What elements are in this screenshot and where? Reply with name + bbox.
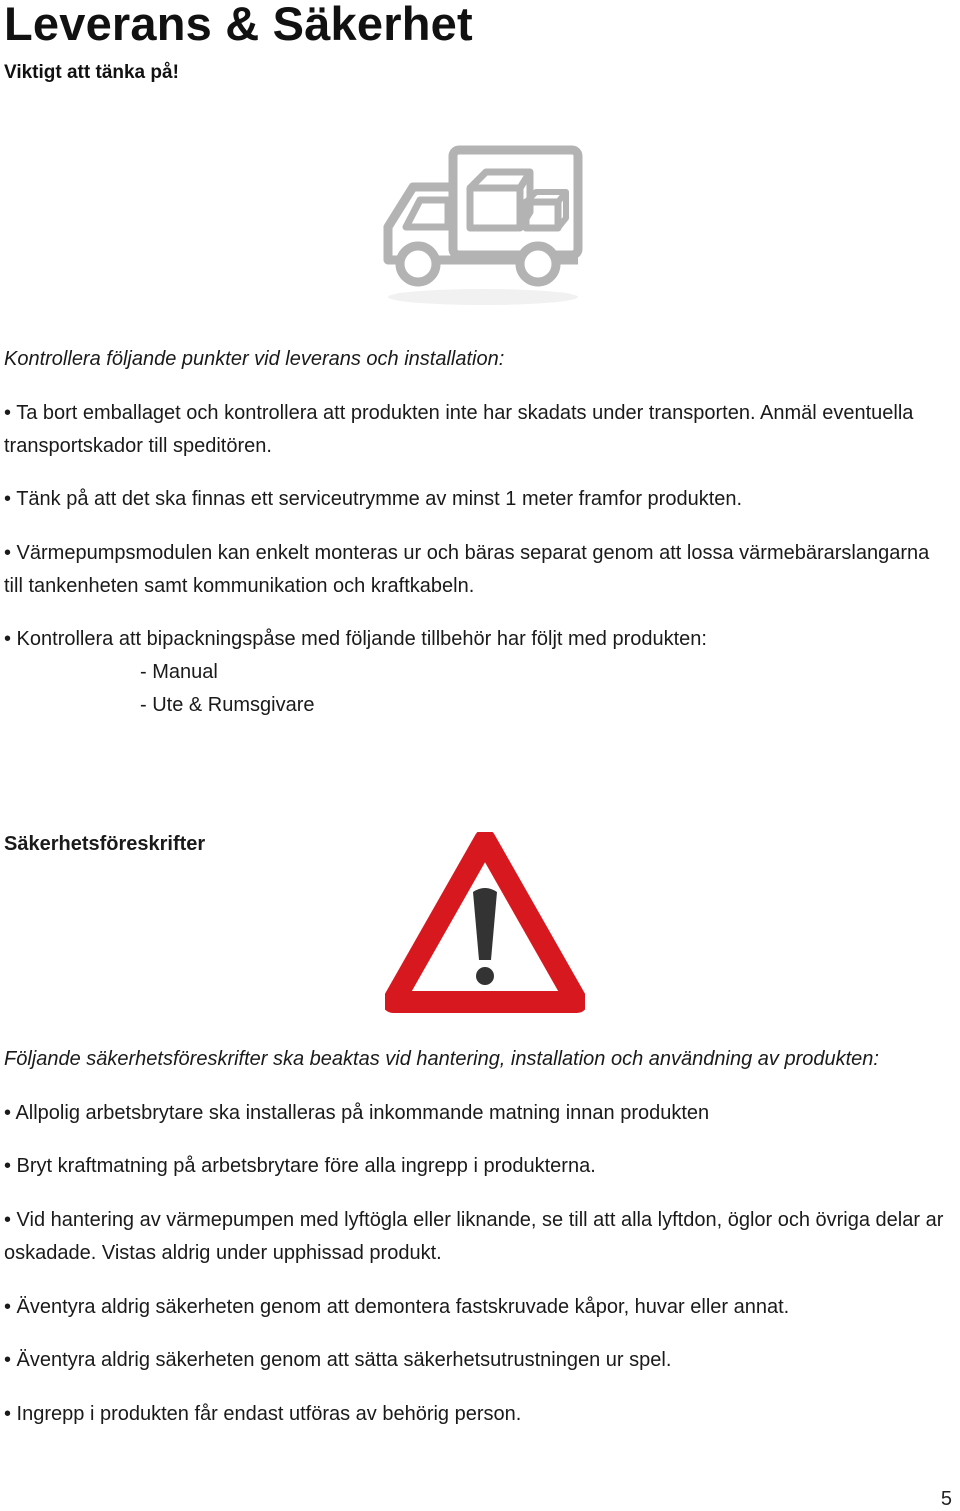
safety-bullet-4: • Äventyra aldrig säkerheten genom att demontera fastskruvade kåpor, huvar eller annat. <box>4 1296 790 1318</box>
delivery-bullet-1: • Ta bort emballaget och kontrollera att produkten inte har skadats under transporten. Anmäl eventuella transportskador till speditören. <box>4 402 914 457</box>
delivery-intro: Kontrollera följande punkter vid leverans och installation: <box>4 348 505 370</box>
warning-triangle-icon <box>385 832 585 1018</box>
safety-bullet-5: • Äventyra aldrig säkerheten genom att sätta säkerhetsutrustningen ur spel. <box>4 1349 672 1371</box>
accessory-item: - Manual <box>140 661 218 683</box>
delivery-bullet-3: • Värmepumpsmodulen kan enkelt monteras ur och bäras separat genom att lossa värmebärarslangarna till tankenheten samt kommunikation och kraftkabeln. <box>4 542 930 597</box>
safety-bullet-1: • Allpolig arbetsbrytare ska installeras på inkommande matning innan produkten <box>4 1102 710 1124</box>
accessory-item: - Ute & Rumsgivare <box>140 694 315 716</box>
page-title: Leverans & Säkerhet <box>4 0 473 50</box>
safety-bullet-2: • Bryt kraftmatning på arbetsbrytare före alla ingrepp i produkterna. <box>4 1155 596 1177</box>
safety-bullet-6: • Ingrepp i produkten får endast utföras av behörig person. <box>4 1403 522 1425</box>
truck-icon <box>378 142 588 312</box>
page-subtitle: Viktigt att tänka på! <box>4 62 179 83</box>
delivery-bullet-4: • Kontrollera att bipackningspåse med följande tillbehör har följt med produkten: <box>4 628 707 650</box>
safety-bullet-3: • Vid hantering av värmepumpen med lyftögla eller liknande, se till att alla lyftdon, öglor och övriga delar ar oskadade. Vistas aldrig under upphissad produkt. <box>4 1209 944 1264</box>
page-number: 5 <box>940 1488 952 1510</box>
safety-intro: Följande säkerhetsföreskrifter ska beaktas vid hantering, installation och användning av produkten: <box>4 1048 879 1070</box>
safety-heading: Säkerhetsföreskrifter <box>4 833 206 855</box>
delivery-bullet-2: • Tänk på att det ska finnas ett serviceutrymme av minst 1 meter framfor produkten. <box>4 488 743 510</box>
